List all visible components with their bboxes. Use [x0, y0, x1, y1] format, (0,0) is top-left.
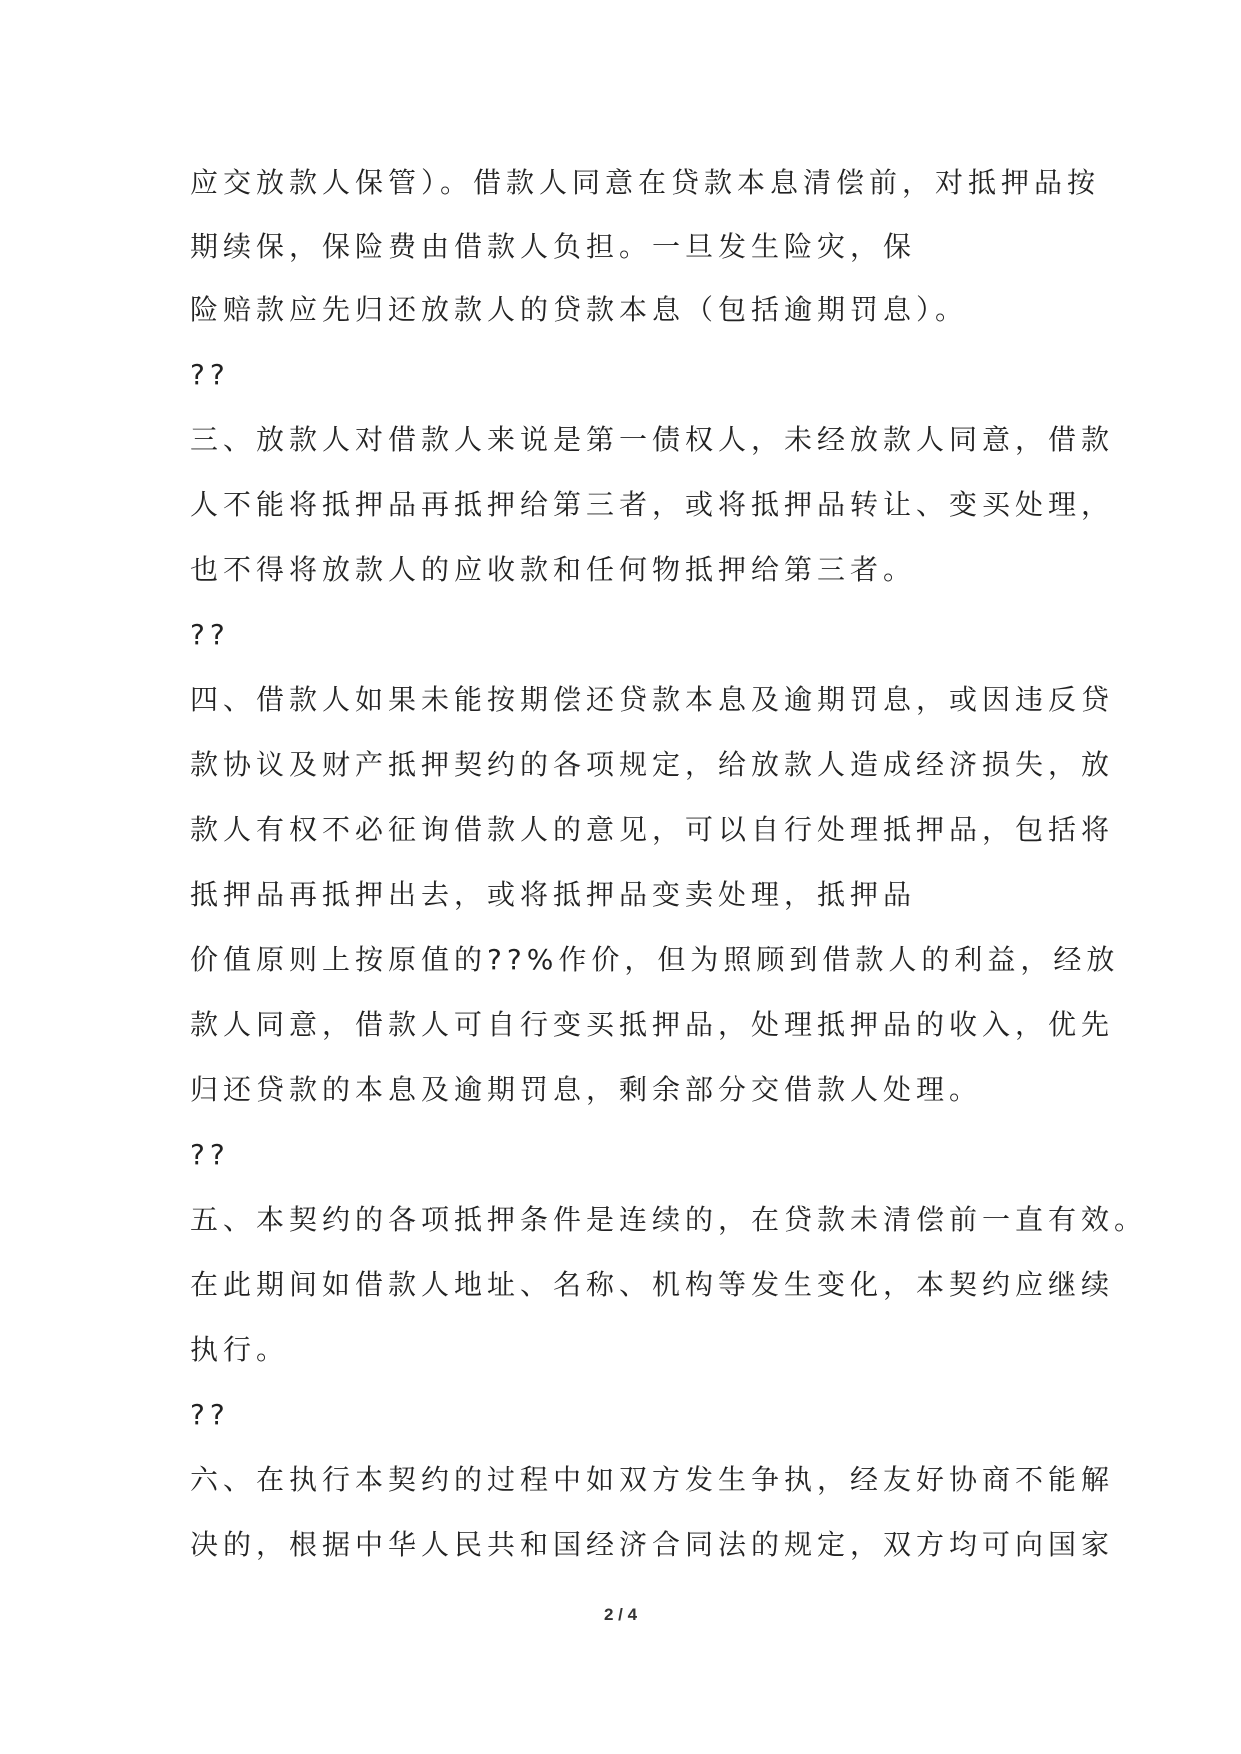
- text-line: 抵押品再抵押出去，或将抵押品变卖处理，抵押品: [190, 878, 917, 911]
- text-line: 决的，根据中华人民共和国经济合同法的规定，双方均可向国家: [190, 1528, 1115, 1561]
- text-line: 款协议及财产抵押契约的各项规定，给放款人造成经济损失，放: [190, 748, 1115, 781]
- text-line: 期续保，保险费由借款人负担。一旦发生险灾，保: [190, 230, 917, 263]
- text-line: 也不得将放款人的应收款和任何物抵押给第三者。: [190, 553, 917, 586]
- text-line: 人不能将抵押品再抵押给第三者，或将抵押品转让、变买处理，: [190, 488, 1115, 521]
- text-line: 在此期间如借款人地址、名称、机构等发生变化，本契约应继续: [190, 1268, 1115, 1301]
- text-line: 四、借款人如果未能按期偿还贷款本息及逾期罚息，或因违反贷: [190, 683, 1115, 716]
- text-line: 险赔款应先归还放款人的贷款本息（包括逾期罚息）。: [190, 293, 969, 326]
- text-line: 六、在执行本契约的过程中如双方发生争执，经友好协商不能解: [190, 1463, 1115, 1496]
- placeholder-marks: ??: [190, 1398, 230, 1431]
- text-line: 三、放款人对借款人来说是第一债权人，未经放款人同意，借款: [190, 423, 1115, 456]
- text-line: 归还贷款的本息及逾期罚息，剩余部分交借款人处理。: [190, 1073, 983, 1106]
- page-number: 2 / 4: [603, 1605, 638, 1624]
- placeholder-marks: ??: [190, 1138, 230, 1171]
- text-line: 款人同意，借款人可自行变买抵押品，处理抵押品的收入，优先: [190, 1008, 1115, 1041]
- text-line: 价值原则上按原值的??%作价，但为照顾到借款人的利益，经放: [190, 943, 1120, 976]
- placeholder-marks: ??: [190, 618, 230, 651]
- placeholder-marks: ??: [190, 358, 230, 391]
- text-line: 五、本契约的各项抵押条件是连续的，在贷款未清偿前一直有效。: [190, 1203, 1148, 1236]
- text-line: 应交放款人保管）。借款人同意在贷款本息清偿前，对抵押品按: [190, 166, 1101, 199]
- text-line: 执行。: [190, 1333, 290, 1366]
- text-line: 款人有权不必征询借款人的意见，可以自行处理抵押品，包括将: [190, 813, 1115, 846]
